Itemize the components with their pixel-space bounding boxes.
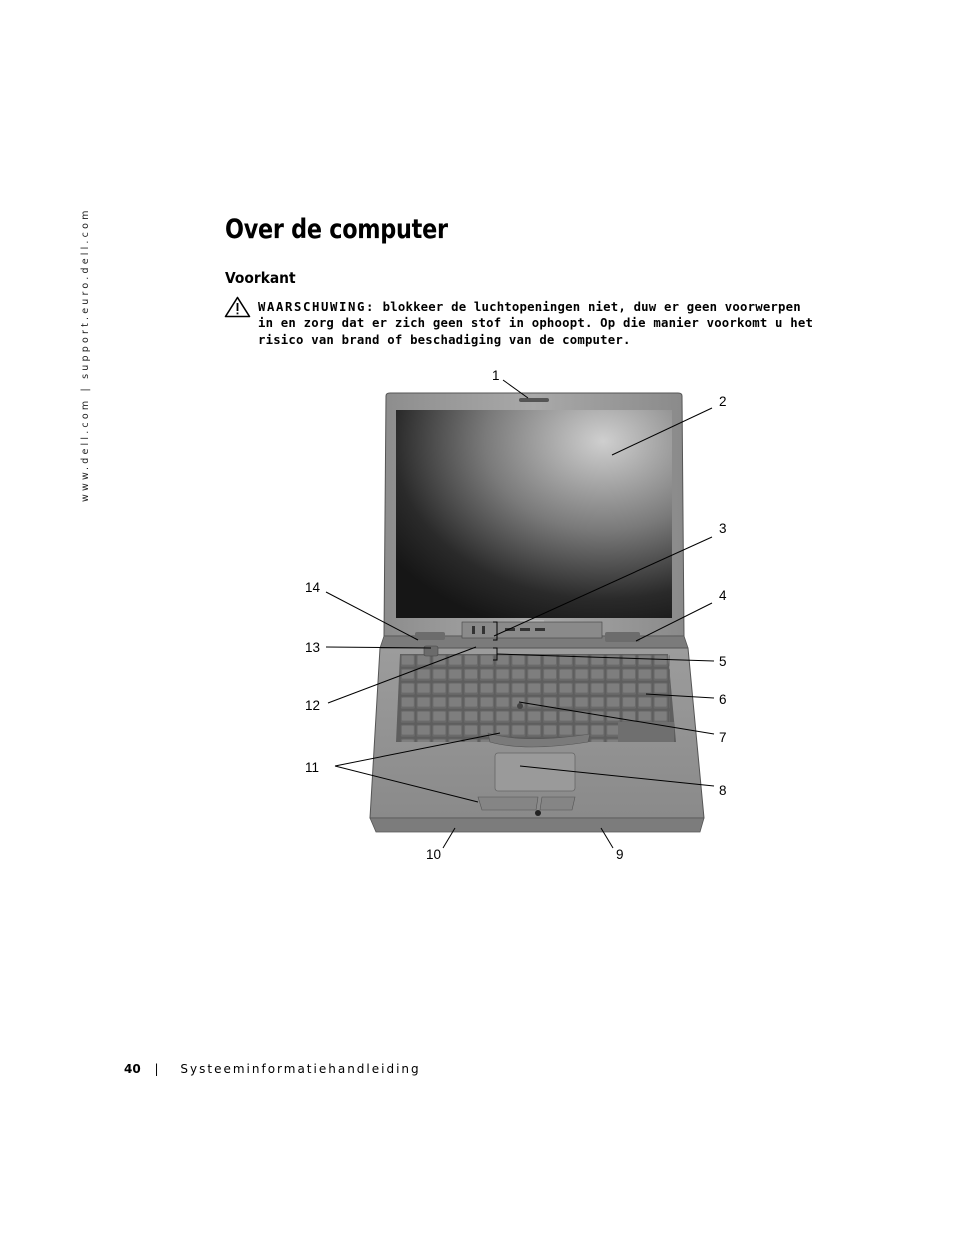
warning-icon xyxy=(224,296,251,318)
warning-body: blokkeer de luchtopeningen niet, duw er geen voorwerpen in en zorg dat er zich geen stof in ophoopt. Op die manier voorkomt u het risico van brand of beschadiging van de computer. xyxy=(258,300,814,347)
page-number: 40 xyxy=(124,1062,141,1076)
callout-4: 4 xyxy=(719,588,727,603)
callout-8: 8 xyxy=(719,783,727,798)
callout-6: 6 xyxy=(719,692,727,707)
laptop-figure xyxy=(290,362,750,872)
warning-text xyxy=(258,299,818,348)
callout-3: 3 xyxy=(719,521,727,536)
laptop-illustration xyxy=(370,393,704,832)
footer-separator: | xyxy=(154,1062,159,1076)
callout-12: 12 xyxy=(305,698,321,713)
callout-14: 14 xyxy=(305,580,321,595)
callout-5: 5 xyxy=(719,654,727,669)
callout-1: 1 xyxy=(492,368,500,383)
side-url: www.dell.com | support.euro.dell.com xyxy=(80,207,91,502)
callout-2: 2 xyxy=(719,394,727,409)
warning-label: WAARSCHUWING: xyxy=(258,300,376,314)
callout-7: 7 xyxy=(719,730,727,745)
callout-9: 9 xyxy=(616,847,624,862)
page-title: Over de computer xyxy=(225,214,448,245)
page-footer xyxy=(124,1062,421,1076)
footer-doc-title: Systeeminformatiehandleiding xyxy=(180,1062,421,1076)
callout-11: 11 xyxy=(305,760,320,775)
callout-13: 13 xyxy=(305,640,321,655)
section-heading: Voorkant xyxy=(225,269,296,287)
callout-10: 10 xyxy=(426,847,442,862)
